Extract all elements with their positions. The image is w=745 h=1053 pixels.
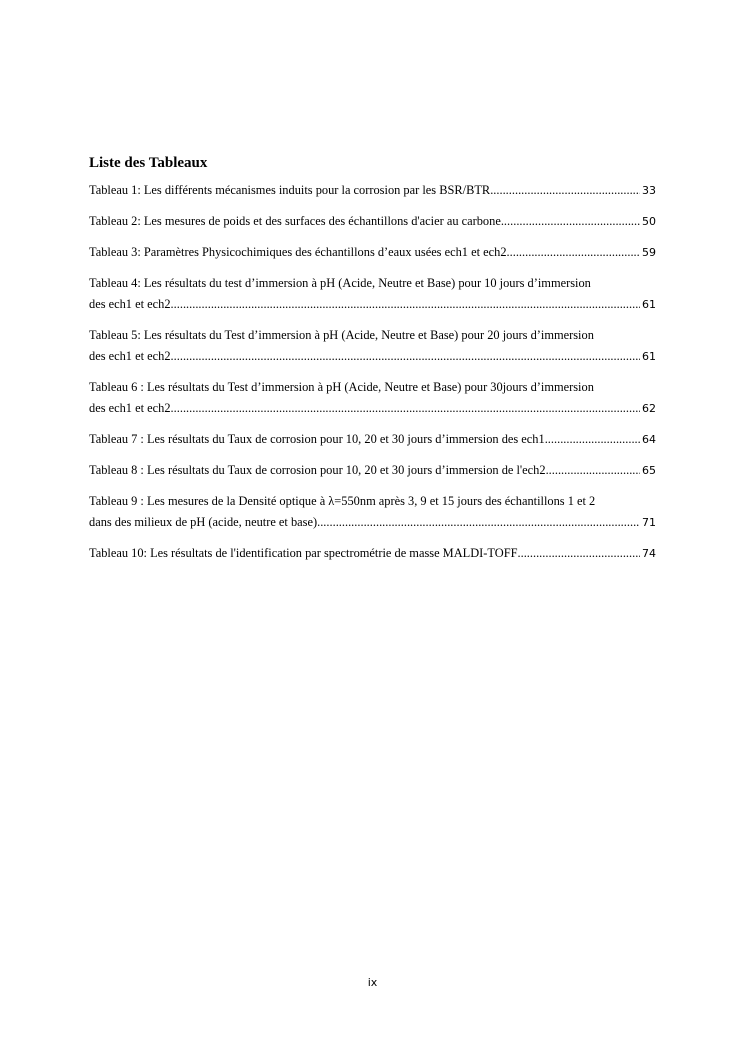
entry-title: Tableau 4: Les résultats du test d’immersion à pH (Acide, Neutre et Base) pour 10 jours d’immersion	[89, 276, 591, 290]
dot-leader	[507, 242, 640, 263]
dot-leader	[490, 180, 640, 201]
table-entry-4[interactable]	[89, 273, 656, 315]
table-entry-3[interactable]	[89, 242, 656, 263]
dot-leader	[171, 398, 640, 419]
entry-title: Tableau 8 : Les résultats du Taux de corrosion pour 10, 20 et 30 jours d’immersion de l'ech2	[89, 463, 546, 477]
table-entry-9[interactable]	[89, 491, 656, 533]
entry-title-cont: dans des milieux de pH (acide, neutre et base)	[89, 515, 318, 529]
entry-page: 74	[642, 547, 656, 560]
table-entry-7[interactable]	[89, 429, 656, 450]
entry-page: 71	[642, 516, 656, 529]
dot-leader	[545, 429, 640, 450]
table-list	[89, 180, 656, 574]
table-entry-5[interactable]	[89, 325, 656, 367]
entry-title: Tableau 1: Les différents mécanismes induits pour la corrosion par les BSR/BTR	[89, 183, 491, 197]
table-entry-6[interactable]	[89, 377, 656, 419]
dot-leader	[171, 294, 640, 315]
dot-leader	[501, 211, 640, 232]
entry-page: 59	[642, 246, 656, 259]
entry-title: Tableau 2: Les mesures de poids et des surfaces des échantillons d'acier au carbone	[89, 214, 501, 228]
entry-page: 61	[642, 298, 656, 311]
table-entry-2[interactable]	[89, 211, 656, 232]
dot-leader	[171, 346, 640, 367]
table-entry-10[interactable]	[89, 543, 656, 564]
entry-page: 33	[642, 184, 656, 197]
page-number: ix	[367, 976, 378, 989]
entry-title-cont: des ech1 et ech2	[89, 297, 171, 311]
entry-title: Tableau 7 : Les résultats du Taux de corrosion pour 10, 20 et 30 jours d’immersion des ech1	[89, 432, 545, 446]
dot-leader	[317, 512, 640, 533]
entry-page: 61	[642, 350, 656, 363]
entry-title: Tableau 5: Les résultats du Test d’immersion à pH (Acide, Neutre et Base) pour 20 jours d’immersion	[89, 328, 594, 342]
entry-page: 65	[642, 464, 656, 477]
dot-leader	[518, 543, 641, 564]
entry-title: Tableau 6 : Les résultats du Test d’immersion à pH (Acide, Neutre et Base) pour 30jours d’immersion	[89, 380, 594, 394]
entry-title: Tableau 10: Les résultats de l'identification par spectrométrie de masse MALDI-TOFF	[89, 546, 518, 560]
entry-title: Tableau 3: Paramètres Physicochimiques des échantillons d’eaux usées ech1 et ech2	[89, 245, 507, 259]
entry-page: 62	[642, 402, 656, 415]
dot-leader	[546, 460, 640, 481]
entry-title-cont: des ech1 et ech2	[89, 401, 171, 415]
table-entry-1[interactable]	[89, 180, 656, 201]
entry-page: 64	[642, 433, 656, 446]
entry-page: 50	[642, 215, 656, 228]
list-heading: Liste des Tableaux	[89, 155, 208, 171]
entry-title-cont: des ech1 et ech2	[89, 349, 171, 363]
entry-title: Tableau 9 : Les mesures de la Densité optique à λ=550nm après 3, 9 et 15 jours des échantillons 1 et 2	[89, 494, 596, 508]
table-entry-8[interactable]	[89, 460, 656, 481]
